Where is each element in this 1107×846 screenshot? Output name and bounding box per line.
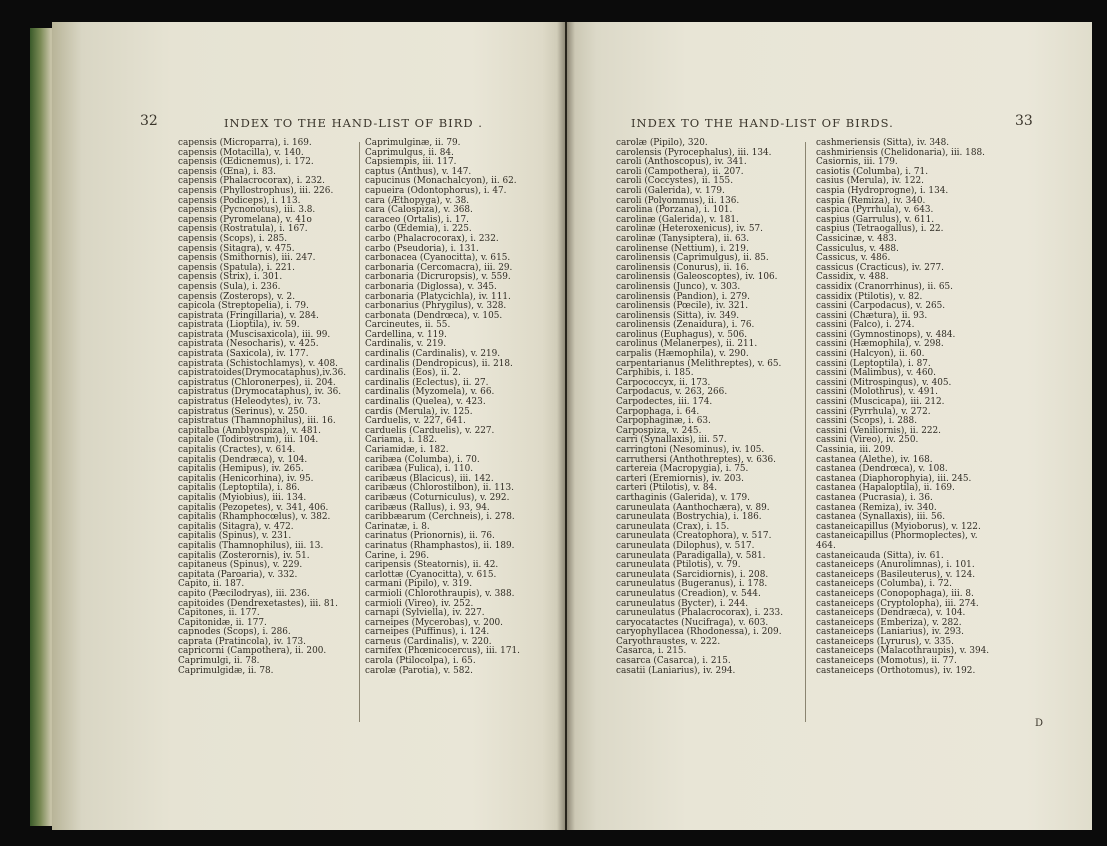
index-entry: Cassicus, v. 486. xyxy=(816,253,891,264)
index-entry: capensis (Pycnonotus), iii. 3.8. xyxy=(178,205,316,216)
index-entry: carmani (Pipilo), v. 319. xyxy=(365,579,473,590)
right-column-2 xyxy=(816,139,989,676)
index-entry: capistratus (Drymocataphus), iv. 36. xyxy=(178,387,342,398)
index-entry: caripensis (Steatornis), ii. 42. xyxy=(365,560,499,571)
index-entry: cassini (Hæmophila), v. 298. xyxy=(816,339,944,350)
index-entry: carpentarianus (Melithreptes), v. 65. xyxy=(616,358,782,369)
index-entry: caroli (Polyommus), ii. 136. xyxy=(616,195,740,206)
index-entry: capistratus (Heleodytes), iv. 73. xyxy=(178,397,321,408)
index-entry: capensis (Scops), i. 285. xyxy=(178,233,288,244)
index-entry: capitalis (Rhamphocœlus), v. 382. xyxy=(178,512,331,523)
index-entry: caribæus (Coturniculus), v. 292. xyxy=(365,492,510,503)
index-entry: carolinensis (Conurus), ii. 16. xyxy=(616,262,750,273)
index-entry: Casiornis, iii. 179. xyxy=(816,157,898,168)
index-entry: cardinalis (Quelea), v. 423. xyxy=(365,397,486,408)
left-column-1 xyxy=(178,139,346,676)
index-entry: Cariamidæ, i. 182. xyxy=(365,445,449,455)
index-entry: carolinæ (Tanysiptera), ii. 63. xyxy=(616,233,750,244)
index-entry: castanea (Synallaxis), iii. 56. xyxy=(816,512,946,523)
index-entry: capensis (Pyromelana), v. 41o xyxy=(178,214,312,225)
index-entry: castanea (Remiza), iv. 340. xyxy=(816,502,937,513)
index-entry: caroli (Coccystes), ii. 155. xyxy=(616,176,734,187)
index-entry: carolinensis (Pœcile), iv. 321. xyxy=(616,301,749,312)
index-entry: caribæus (Rallus), i. 93, 94. xyxy=(365,502,490,513)
column-rule xyxy=(359,142,360,722)
index-entry: 464. xyxy=(816,540,836,551)
index-entry: carolinæ (Heteroxenicus), iv. 57. xyxy=(616,224,763,235)
index-entry: capito (Pæcilodryas), iii. 236. xyxy=(178,588,310,599)
index-entry: caruneulatus (Bugeranus), i. 178. xyxy=(616,579,768,590)
index-entry: caroli (Campothera), ii. 207. xyxy=(616,166,744,177)
index-entry: capitalis (Sitagra), v. 472. xyxy=(178,521,294,532)
index-entry: capistratus (Thamnophilus), iii. 16. xyxy=(178,416,336,427)
index-entry: capensis (Podiceps), i. 113. xyxy=(178,195,301,206)
index-entry: cardis (Merula), iv. 125. xyxy=(365,406,473,417)
index-entry: caryophyllacea (Rhodonessa), i. 209. xyxy=(616,627,782,638)
index-entry: capricorni (Campothera), ii. 200. xyxy=(178,646,327,657)
book-spread xyxy=(52,22,1092,830)
index-entry: cassini (Vireo), iv. 250. xyxy=(816,435,919,446)
index-entry: carolinus (Melanerpes), ii. 211. xyxy=(616,339,758,350)
index-entry: Carpodectes, iii. 174. xyxy=(616,397,713,408)
index-entry: captus (Anthus), v. 147. xyxy=(365,166,472,177)
index-entry: cardinalis (Dendropicus), ii. 218. xyxy=(365,358,513,369)
index-entry: Casarca, i. 215. xyxy=(616,646,687,657)
index-entry: capensis (Phalacrocorax), i. 232. xyxy=(178,176,326,187)
signature-mark: D xyxy=(1035,718,1044,729)
index-entry: Carpospiza, v. 245. xyxy=(616,425,702,436)
index-entry: carolinensis (Zenaidura), i. 76. xyxy=(616,320,755,331)
index-entry: Carpophaga, i. 64. xyxy=(616,406,700,417)
index-entry: cassini (Scops), i. 288. xyxy=(816,416,918,427)
index-entry: carbo (Œdemia), i. 225. xyxy=(365,224,472,235)
index-entry: cassini (Falco), i. 274. xyxy=(816,320,915,331)
index-entry: casiotis (Columba), i. 71. xyxy=(816,166,929,177)
index-entry: caruneulata (Bostrychia), i. 186. xyxy=(616,512,762,523)
index-entry: carteri (Eremiornis), iv. 203. xyxy=(616,473,744,484)
index-entry: cassini (Halcyon), ii. 60. xyxy=(816,349,925,360)
index-entry: caruneulatus (Phalacrocorax), i. 233. xyxy=(616,608,784,619)
index-entry: carnifex (Phœnicocercus), iii. 171. xyxy=(365,646,520,657)
index-entry: carolensis (Pyrocephalus), iii. 134. xyxy=(616,147,772,158)
index-entry: cassicus (Cracticus), iv. 277. xyxy=(816,262,944,273)
index-entry: Cassidix, v. 488. xyxy=(816,272,889,283)
index-entry: capitalba (Amblyospiza), v. 481. xyxy=(178,425,321,436)
index-entry: capistrata (Saxicola), iv. 177. xyxy=(178,349,309,360)
index-entry: capitoides (Dendrexetastes), iii. 81. xyxy=(178,598,338,609)
index-entry: caruneulata (Paradigalla), v. 581. xyxy=(616,550,766,561)
index-entry: caspica (Pyrrhula), v. 643. xyxy=(816,205,934,216)
left-column-2 xyxy=(365,139,520,676)
index-entry: caruneulata (Dilophus), v. 517. xyxy=(616,540,755,551)
index-entry: capitaneus (Spinus), v. 229. xyxy=(178,560,303,571)
index-entry: Carduelis, v. 227, 641. xyxy=(365,416,466,427)
index-entry: cassidix (Ptilotis), v. 82. xyxy=(816,291,923,302)
index-entry: caspius (Garrulus), v. 611. xyxy=(816,214,935,225)
index-entry: carruthersi (Anthothreptes), v. 636. xyxy=(616,454,776,465)
index-entry: capensis (Œdicnemus), i. 172. xyxy=(178,157,314,168)
index-entry: carmioli (Chlorothraupis), v. 388. xyxy=(365,588,515,599)
left-running-head: INDEX TO THE HAND-LIST OF BIRD . xyxy=(224,116,483,130)
index-entry: cassini (Carpodacus), v. 265. xyxy=(816,301,946,312)
index-entry: Carpococcyx, ii. 173. xyxy=(616,377,711,388)
index-entry: castanea (Hapaloptila), ii. 169. xyxy=(816,483,955,494)
index-entry: carnapi (Sylviella), iv. 227. xyxy=(365,608,485,619)
index-entry: cardinalis (Myzomela), v. 66. xyxy=(365,387,495,398)
index-entry: castaneiceps (Conopophaga), iii. 8. xyxy=(816,588,974,599)
index-entry: Cassiculus, v. 488. xyxy=(816,243,899,254)
index-entry: Cariama, i. 182. xyxy=(365,435,438,446)
index-entry: castanea (Pucrasia), i. 36. xyxy=(816,492,933,503)
index-entry: caruneulata (Creatophora), v. 517. xyxy=(616,531,772,542)
index-entry: Carpodacus, v. 263, 266. xyxy=(616,387,728,398)
index-entry: carolinensis (Galeoscoptes), iv. 106. xyxy=(616,272,778,283)
index-entry: carbo (Pseudoria), i. 131. xyxy=(365,243,479,254)
index-entry: caruneulatus (Bycter), i. 244. xyxy=(616,598,749,609)
index-entry: cara (Calospiza), v. 368. xyxy=(365,205,473,216)
index-entry: capitalis (Thamnophilus), iii. 13. xyxy=(178,540,324,551)
index-entry: Carinatæ, i. 8. xyxy=(365,521,430,532)
index-entry: carbonaria (Diglossa), v. 345. xyxy=(365,281,497,292)
index-entry: cassini (Leptoptila), i. 87. xyxy=(816,358,931,369)
index-entry: carolinensis (Pandion), i. 279. xyxy=(616,291,750,302)
index-entry: capensis (Œna), i. 83. xyxy=(178,166,276,177)
index-entry: caribæus (Blacicus), iii. 142. xyxy=(365,473,494,484)
index-entry: capitalis (Myiobius), iii. 134. xyxy=(178,492,307,503)
index-entry: capistratoides(Drymocataphus),iv.36. xyxy=(178,368,347,379)
index-entry: carolinæ (Galerida), v. 181. xyxy=(616,214,739,225)
index-entry: caspia (Hydroprogne), i. 134. xyxy=(816,185,949,196)
index-entry: castaneicapillus (Myioborus), v. 122. xyxy=(816,521,981,532)
index-entry: carthaginis (Galerida), v. 179. xyxy=(616,492,750,503)
index-entry: capitalis (Spinus), v. 231. xyxy=(178,531,292,542)
index-entry: carmioli (Vireo), iv. 252. xyxy=(365,598,474,609)
index-entry: capistrata (Lioptila), iv. 59. xyxy=(178,320,300,331)
index-entry: cassini (Veniliornis), ii. 222. xyxy=(816,425,942,436)
index-entry: cartereia (Macropygia), i. 75. xyxy=(616,464,749,475)
index-entry: cardinalis (Cardinalis), v. 219. xyxy=(365,349,501,360)
index-entry: carteri (Ptilotis), v. 84. xyxy=(616,483,718,494)
index-entry: capensis (Sula), i. 236. xyxy=(178,281,281,292)
index-entry: carolinense (Nettium), i. 219. xyxy=(616,243,749,254)
index-entry: capensis (Rostratula), i. 167. xyxy=(178,224,308,235)
index-entry: capitale (Todirostrum), iii. 104. xyxy=(178,435,319,446)
index-entry: capistratus (Chloronerpes), ii. 204. xyxy=(178,377,336,388)
index-entry: caribæa (Columba), i. 70. xyxy=(365,454,480,465)
index-entry: carbonarius (Phrygilus), v. 328. xyxy=(365,301,507,312)
index-entry: castaneiceps (Laniarius), iv. 293. xyxy=(816,627,964,638)
index-entry: Capitones, ii. 177. xyxy=(178,608,260,619)
index-entry: Capitonidæ, ii. 177. xyxy=(178,617,267,628)
index-entry: carduelis (Carduelis), v. 227. xyxy=(365,425,495,436)
index-entry: carinatus (Prionornis), ii. 76. xyxy=(365,531,495,542)
index-entry: carneus (Cardinalis), v. 220. xyxy=(365,636,492,647)
index-entry: capucinus (Monachalcyon), ii. 62. xyxy=(365,176,517,187)
index-entry: cassini (Mitrospingus), v. 405. xyxy=(816,377,952,388)
index-entry: castaneiceps (Malacothraupis), v. 394. xyxy=(816,646,990,657)
index-entry: carbonata (Dendrœca), v. 105. xyxy=(365,310,503,321)
index-entry: cara (Æthopyga), v. 38. xyxy=(365,195,470,206)
left-page xyxy=(52,22,565,830)
index-entry: carneipes (Mycerobas), v. 200. xyxy=(365,617,503,628)
index-entry: capitalis (Leptoptila), i. 86. xyxy=(178,483,300,494)
column-rule xyxy=(805,142,806,722)
index-entry: carlottæ (Cyanocitta), v. 615. xyxy=(365,569,497,580)
index-entry: caraceo (Ortalis), i. 17. xyxy=(365,214,469,225)
index-entry: caspia (Remiza), iv. 340. xyxy=(816,195,926,206)
index-entry: caribæa (Fulica), i. 110. xyxy=(365,464,474,475)
index-entry: castaneicapillus (Phormoplectes), v. xyxy=(816,531,978,542)
index-entry: capistratus (Serinus), v. 250. xyxy=(178,406,308,417)
index-entry: castanea (Dendrœca), v. 108. xyxy=(816,464,948,475)
index-entry: castaneiceps (Orthotomus), iv. 192. xyxy=(816,665,976,676)
index-entry: capnodes (Scops), i. 286. xyxy=(178,627,291,638)
index-entry: carneipes (Puffinus), i. 124. xyxy=(365,627,490,638)
index-entry: Carphibis, i. 185. xyxy=(616,368,694,379)
right-column-1 xyxy=(616,139,783,676)
index-entry: casarca (Casarca), i. 215. xyxy=(616,656,731,667)
index-entry: castanea (Diaphorophyia), iii. 245. xyxy=(816,473,972,484)
index-entry: castaneicauda (Sitta), iv. 61. xyxy=(816,550,944,561)
right-running-head: INDEX TO THE HAND-LIST OF BIRDS. xyxy=(631,116,894,130)
index-entry: capitalis (Zosterornis), iv. 51. xyxy=(178,550,310,561)
index-entry: castaneiceps (Emberiza), v. 282. xyxy=(816,617,962,628)
index-entry: capitalis (Cractes), v. 614. xyxy=(178,445,296,455)
index-entry: capueira (Odontophorus), i. 47. xyxy=(365,185,507,196)
index-entry: cardinalis (Eclectus), ii. 27. xyxy=(365,377,489,388)
index-entry: Capito, ii. 187. xyxy=(178,579,245,590)
index-entry: Cardinalis, v. 219. xyxy=(365,339,447,350)
index-entry: casatii (Laniarius), iv. 294. xyxy=(616,665,736,676)
index-entry: cassini (Muscicapa), iii. 212. xyxy=(816,397,945,408)
left-folio: 32 xyxy=(140,113,158,129)
index-entry: cassini (Gymnostinops), v. 484. xyxy=(816,329,956,340)
index-entry: Cassinia, iii. 209. xyxy=(816,445,894,455)
index-entry: Caprimulgidæ, ii. 78. xyxy=(178,665,274,676)
index-entry: capitalis (Hemipus), iv. 265. xyxy=(178,464,304,475)
index-entry: carbo (Phalacrocorax), i. 232. xyxy=(365,233,499,244)
index-entry: cassini (Pyrrhula), v. 272. xyxy=(816,406,931,417)
index-entry: cashmeriensis (Sitta), iv. 348. xyxy=(816,138,950,148)
index-entry: carolinus (Euphagus), v. 506. xyxy=(616,329,748,340)
index-entry: carri (Synallaxis), iii. 57. xyxy=(616,435,727,446)
index-entry: carolæ (Parotia), v. 582. xyxy=(365,665,473,676)
index-entry: casius (Merula), iv. 122. xyxy=(816,176,924,187)
index-entry: capensis (Sitagra), v. 475. xyxy=(178,243,295,254)
index-entry: carpalis (Hæmophila), v. 290. xyxy=(616,349,749,360)
index-entry: Carine, i. 296. xyxy=(365,550,430,561)
index-entry: castaneiceps (Dendræca), v. 104. xyxy=(816,608,966,619)
index-entry: capensis (Phyllostrophus), iii. 226. xyxy=(178,185,334,196)
index-entry: Carpophaginæ, i. 63. xyxy=(616,416,711,427)
index-entry: capensis (Microparra), i. 169. xyxy=(178,138,312,148)
index-entry: carbonaria (Platycichla), iv. 111. xyxy=(365,291,511,302)
index-entry: capistrata (Nesocharis), v. 425. xyxy=(178,339,319,350)
index-entry: capensis (Strix), i. 301. xyxy=(178,272,283,283)
index-entry: Caprimulgi, ii. 78. xyxy=(178,656,260,667)
index-entry: castaneiceps (Lyrurus), v. 335. xyxy=(816,636,954,647)
index-entry: capistrata (Fringillaria), v. 284. xyxy=(178,310,319,321)
index-entry: castanea (Alethe), iv. 168. xyxy=(816,454,933,465)
index-entry: castaneiceps (Momotus), ii. 77. xyxy=(816,656,957,667)
index-entry: caroli (Anthoscopus), iv. 341. xyxy=(616,157,747,168)
index-entry: carbonacea (Cyanocitta), v. 615. xyxy=(365,253,511,264)
index-entry: caprata (Pratincola), iv. 173. xyxy=(178,636,306,647)
right-folio: 33 xyxy=(1015,113,1033,129)
index-entry: carolinensis (Sitta), iv. 349. xyxy=(616,310,740,321)
index-entry: capensis (Smithornis), iii. 247. xyxy=(178,253,316,264)
index-entry: cassidix (Cranorrhinus), ii. 65. xyxy=(816,281,953,292)
index-entry: caroli (Galerida), v. 179. xyxy=(616,185,725,196)
index-entry: capensis (Zosterops), v. 2. xyxy=(178,291,296,302)
index-entry: carolina (Porzana), i. 101. xyxy=(616,205,733,216)
index-entry: cashmiriensis (Chelidonaria), iii. 188. xyxy=(816,147,985,158)
index-entry: carolinensis (Junco), v. 303. xyxy=(616,281,741,292)
index-entry: capistrata (Muscisaxicola), iii. 99. xyxy=(178,329,331,340)
index-entry: cassini (Malimbus), v. 460. xyxy=(816,368,936,379)
index-entry: Capsiempis, iii. 117. xyxy=(365,157,457,168)
index-entry: castaneiceps (Columba), i. 72. xyxy=(816,579,952,590)
index-entry: carbonaria (Cercomacra), iii. 29. xyxy=(365,262,513,273)
index-entry: caribæus (Chlorostilbon), ii. 113. xyxy=(365,483,514,494)
index-entry: cassini (Chætura), ii. 93. xyxy=(816,310,928,321)
index-entry: castaneiceps (Cryptolopha), iii. 274. xyxy=(816,598,979,609)
index-entry: carola (Ptilocolpa), i. 65. xyxy=(365,656,476,667)
index-entry: carolæ (Pipilo), 320. xyxy=(616,138,708,148)
gutter-shadow xyxy=(557,22,575,830)
index-entry: carringtoni (Nesominus), iv. 105. xyxy=(616,445,765,455)
index-entry: capitata (Paroaria), v. 332. xyxy=(178,569,298,580)
index-entry: Caprimulginæ, ii. 79. xyxy=(365,138,461,148)
index-entry: caruneulata (Aanthochæra), v. 89. xyxy=(616,502,770,513)
index-entry: Caprimulgus, ii. 84. xyxy=(365,147,454,158)
index-entry: caryocatactes (Nucifraga), v. 603. xyxy=(616,617,769,628)
index-entry: caruneulatus (Creadion), v. 544. xyxy=(616,588,761,599)
index-entry: cardinalis (Eos), ii. 2. xyxy=(365,368,461,379)
index-entry: Carcineutes, ii. 55. xyxy=(365,320,451,331)
index-entry: capitalis (Henicorhina), iv. 95. xyxy=(178,473,314,484)
index-entry: capitalis (Pezopetes), v. 341, 406. xyxy=(178,502,329,513)
index-entry: caruneulata (Ptilotis), v. 79. xyxy=(616,560,741,571)
index-entry: capitalis (Dendræca), v. 104. xyxy=(178,454,308,465)
index-entry: caribbæarum (Cerchneis), i. 278. xyxy=(365,512,515,523)
index-entry: castaneiceps (Basileuterus), v. 124. xyxy=(816,569,976,580)
index-entry: caruneulata (Sarcidiornis), i. 208. xyxy=(616,569,769,580)
index-entry: Cassicinæ, v. 483. xyxy=(816,233,897,244)
right-page xyxy=(567,22,1092,830)
index-entry: caruneulata (Crax), i. 15. xyxy=(616,521,730,532)
index-entry: cassini (Molothrus), v. 491. xyxy=(816,387,938,398)
index-entry: capicola (Streptopelia), i. 79. xyxy=(178,301,309,312)
index-entry: caspius (Tetraogallus), i. 22. xyxy=(816,224,944,235)
index-entry: carbonaria (Dicruropsis), v. 559. xyxy=(365,272,511,283)
index-entry: Caryothraustes, v. 222. xyxy=(616,636,721,647)
index-entry: capensis (Spatula), i. 221. xyxy=(178,262,295,273)
index-entry: capensis (Motacilla), v. 140. xyxy=(178,147,304,158)
index-entry: carolinensis (Caprimulgus), ii. 85. xyxy=(616,253,769,264)
index-entry: castaneiceps (Anurolimnas), i. 101. xyxy=(816,560,975,571)
index-entry: capistrata (Schistochlamys), v. 408. xyxy=(178,358,338,369)
index-entry: Cardellina, v. 119. xyxy=(365,329,447,340)
index-entry: carinatus (Rhamphastos), ii. 189. xyxy=(365,540,515,551)
